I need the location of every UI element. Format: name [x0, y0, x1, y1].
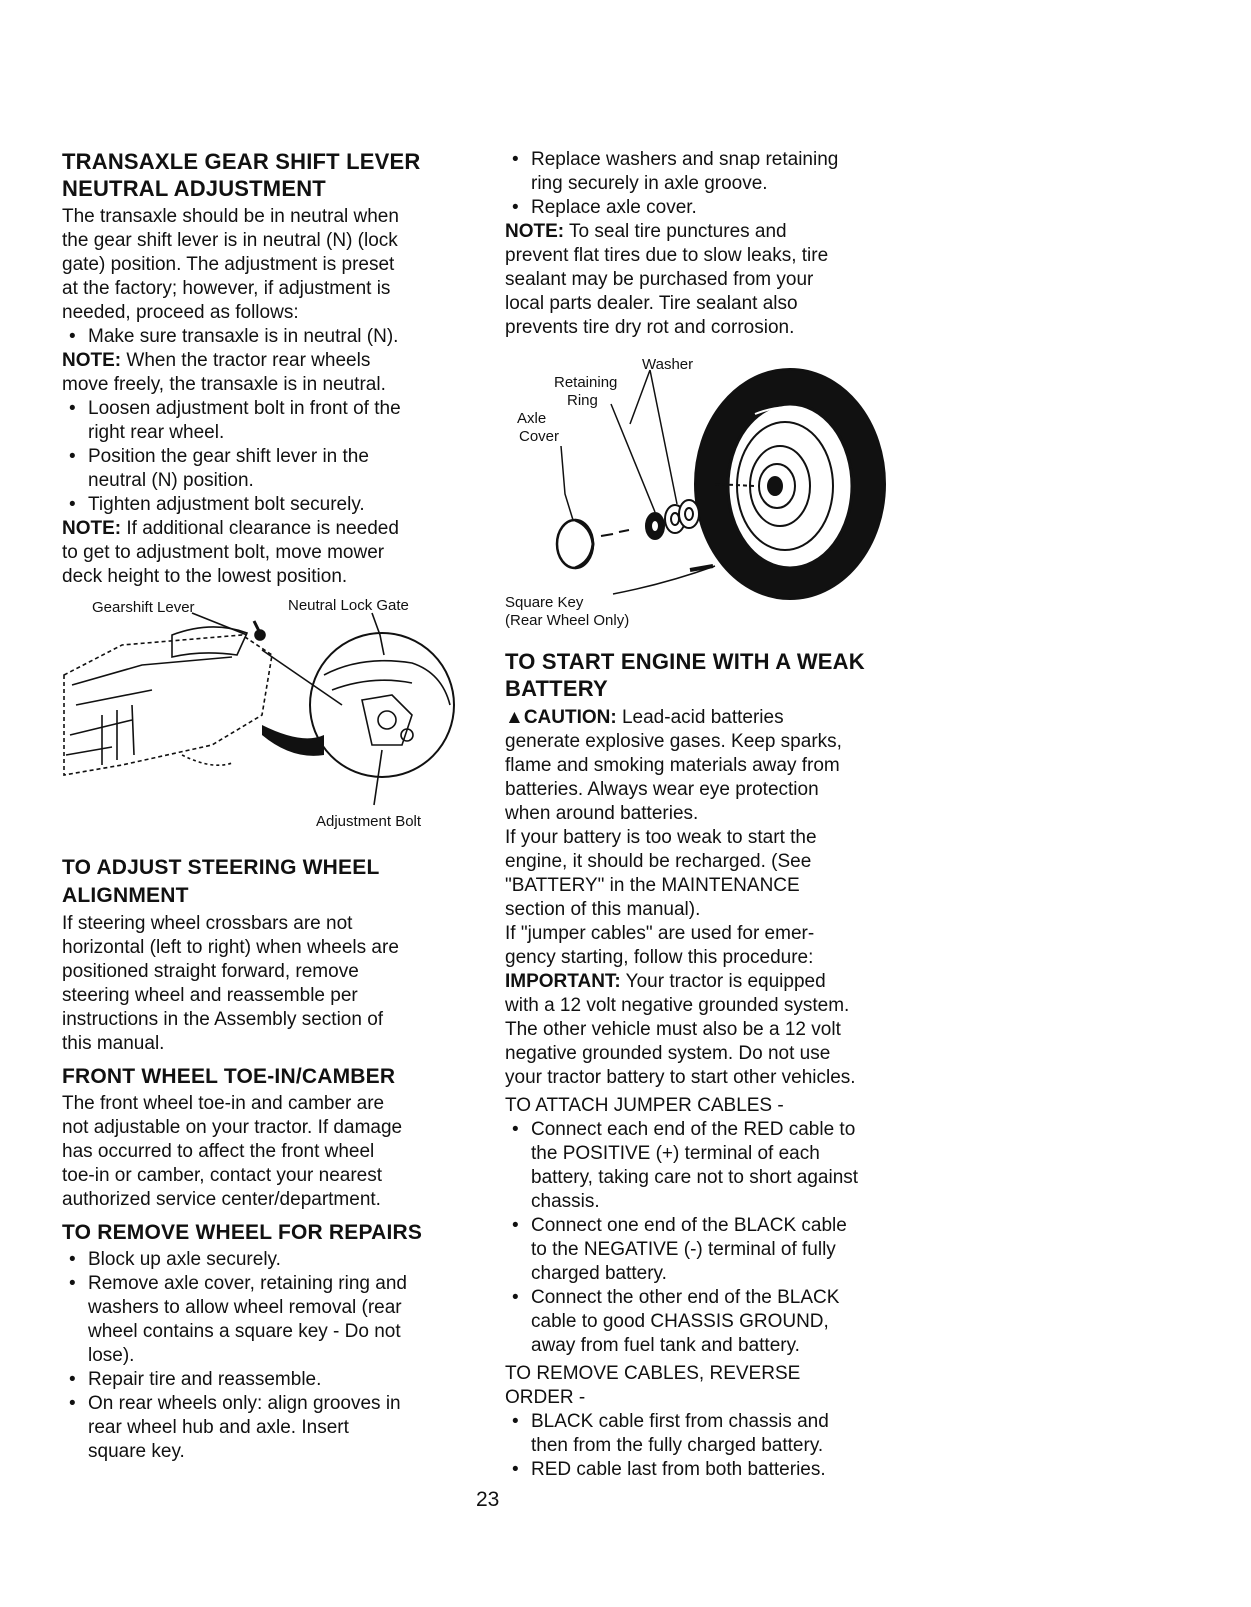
bullet-neutral: • Make sure transaxle is in neutral (N).: [62, 325, 482, 349]
label-gearshift-lever: Gearshift Lever: [92, 599, 195, 616]
left-column: [62, 148, 482, 1464]
caution-line: when around batteries.: [505, 803, 699, 824]
attach-bullet-ground-cont: away from fuel tank and battery.: [531, 1335, 800, 1356]
toe-line: authorized service center/department.: [62, 1189, 381, 1210]
bullet-loosen-cont: right rear wheel.: [88, 422, 225, 443]
steering-line: this manual.: [62, 1033, 165, 1054]
bullet-loosen: • Loosen adjustment bolt in front of the: [62, 397, 482, 421]
caution-label: CAUTION:: [523, 707, 617, 728]
note-text: To seal tire punctures and: [564, 221, 787, 242]
battery-line: "BATTERY" in the MAINTENANCE: [505, 875, 800, 896]
steering-line: instructions in the Assembly section of: [62, 1009, 384, 1030]
caution-line: generate explosive gases. Keep sparks,: [505, 731, 842, 752]
important-label: IMPORTANT:: [505, 971, 621, 992]
transaxle-intro-line: at the factory; however, if adjustment is: [62, 278, 391, 299]
remove-bullet-black: • BLACK cable first from chassis and: [505, 1410, 925, 1434]
note2: [62, 517, 482, 541]
warning-triangle-icon: ▲: [505, 707, 524, 728]
note1-line2: move freely, the transaxle is in neutral.: [62, 374, 386, 395]
remove-cables-heading-cont: ORDER -: [505, 1387, 586, 1408]
important-line: with a 12 volt negative grounded system.: [505, 995, 850, 1016]
remove-cables-heading: TO REMOVE CABLES, REVERSE: [505, 1363, 801, 1384]
steering-line: horizontal (left to right) when wheels are: [62, 937, 399, 958]
note-sealant-line: prevent flat tires due to slow leaks, tire: [505, 245, 829, 266]
label-washer: Washer: [642, 356, 694, 373]
bullet-replace-washers-cont: ring securely in axle groove.: [531, 173, 768, 194]
heading-transaxle-line1: TRANSAXLE GEAR SHIFT LEVER: [62, 149, 421, 174]
remove-bullet-cover: • Remove axle cover, retaining ring and: [62, 1272, 482, 1296]
bullet-tighten: • Tighten adjustment bolt securely.: [62, 493, 482, 517]
remove-bullet-black-cont: then from the fully charged battery.: [531, 1435, 824, 1456]
remove-bullet-cover-cont: wheel contains a square key - Do not: [88, 1321, 401, 1342]
note-sealant-line: sealant may be purchased from your: [505, 269, 814, 290]
attach-bullet-red-cont: battery, taking care not to short against: [531, 1167, 859, 1188]
heading-steering-line2: ALIGNMENT: [62, 884, 189, 907]
note-text: When the tractor rear wheels: [121, 350, 371, 371]
note-text: If additional clearance is needed: [121, 518, 399, 539]
battery-line: gency starting, follow this procedure:: [505, 947, 814, 968]
caution-text: Lead-acid batteries: [616, 707, 784, 728]
remove-bullet-rear: • On rear wheels only: align grooves in: [62, 1392, 482, 1416]
heading-steering-line1: TO ADJUST STEERING WHEEL: [62, 856, 380, 879]
caution-line: flame and smoking materials away from: [505, 755, 840, 776]
heading-toe-camber: FRONT WHEEL TOE-IN/CAMBER: [62, 1065, 396, 1088]
attach-bullet-red-cont: chassis.: [531, 1191, 600, 1212]
page-number: 23: [476, 1488, 500, 1511]
remove-bullet-red: • RED cable last from both batteries.: [505, 1458, 925, 1482]
remove-bullet-cover-cont: lose).: [88, 1345, 135, 1366]
toe-line: toe-in or camber, contact your nearest: [62, 1165, 382, 1186]
remove-bullet-cover-cont: washers to allow wheel removal (rear: [88, 1297, 402, 1318]
note2-line2: to get to adjustment bolt, move mower: [62, 542, 385, 563]
attach-bullet-ground-cont: cable to good CHASSIS GROUND,: [531, 1311, 829, 1332]
important: [505, 970, 925, 994]
wheel-figure: [505, 354, 925, 636]
heading-start-engine-line1: TO START ENGINE WITH A WEAK: [505, 649, 865, 674]
attach-bullet-ground: • Connect the other end of the BLACK: [505, 1286, 925, 1310]
label-square-key: Square Key: [505, 594, 584, 611]
label-neutral-lock-gate: Neutral Lock Gate: [288, 597, 409, 614]
toe-line: The front wheel toe-in and camber are: [62, 1093, 385, 1114]
gearshift-figure: [62, 595, 482, 845]
battery-line: If your battery is too weak to start the: [505, 827, 817, 848]
note-label: NOTE:: [62, 518, 122, 539]
note-label: NOTE:: [505, 221, 565, 242]
bullet-replace-washers: • Replace washers and snap retaining: [505, 148, 925, 172]
note-sealant: [505, 220, 925, 244]
label-axle: Axle: [517, 410, 547, 427]
heading-remove-wheel: TO REMOVE WHEEL FOR REPAIRS: [62, 1221, 423, 1244]
note-sealant-line: prevents tire dry rot and corrosion.: [505, 317, 795, 338]
attach-bullet-black-cont: charged battery.: [531, 1263, 667, 1284]
important-line: negative grounded system. Do not use: [505, 1043, 831, 1064]
toe-line: has occurred to affect the front wheel: [62, 1141, 375, 1162]
steering-line: steering wheel and reassemble per: [62, 985, 358, 1006]
heading-transaxle-line2: NEUTRAL ADJUSTMENT: [62, 176, 326, 201]
attach-bullet-red: • Connect each end of the RED cable to: [505, 1118, 925, 1142]
battery-line: engine, it should be recharged. (See: [505, 851, 812, 872]
attach-heading: TO ATTACH JUMPER CABLES -: [505, 1095, 784, 1116]
label-adjustment-bolt: Adjustment Bolt: [316, 813, 422, 830]
remove-bullet-rear-cont: rear wheel hub and axle. Insert: [88, 1417, 349, 1438]
steering-line: If steering wheel crossbars are not: [62, 913, 353, 934]
remove-bullet-repair: • Repair tire and reassemble.: [62, 1368, 482, 1392]
gearshift-illustration: [62, 595, 482, 845]
right-column: [505, 148, 925, 1482]
battery-line: section of this manual).: [505, 899, 701, 920]
remove-bullet-block: • Block up axle securely.: [62, 1248, 482, 1272]
attach-bullet-black-cont: to the NEGATIVE (-) terminal of fully: [531, 1239, 836, 1260]
remove-bullet-rear-cont: square key.: [88, 1441, 185, 1462]
transaxle-intro-line: the gear shift lever is in neutral (N) (lock: [62, 230, 398, 251]
steering-line: positioned straight forward, remove: [62, 961, 359, 982]
transaxle-intro-line: gate) position. The adjustment is preset: [62, 254, 395, 275]
label-cover: Cover: [519, 428, 560, 445]
note1: [62, 349, 482, 373]
important-line: The other vehicle must also be a 12 volt: [505, 1019, 841, 1040]
heading-start-engine-line2: BATTERY: [505, 676, 608, 701]
label-rear-wheel-only: (Rear Wheel Only): [505, 612, 630, 629]
transaxle-intro-line: The transaxle should be in neutral when: [62, 206, 399, 227]
label-retaining: Retaining: [554, 374, 618, 391]
attach-bullet-black: • Connect one end of the BLACK cable: [505, 1214, 925, 1238]
important-text: Your tractor is equipped: [620, 971, 826, 992]
caution: [505, 706, 925, 730]
bullet-position: • Position the gear shift lever in the: [62, 445, 482, 469]
caution-line: batteries. Always wear eye protection: [505, 779, 819, 800]
battery-line: If "jumper cables" are used for emer-: [505, 923, 815, 944]
label-ring: Ring: [567, 392, 598, 409]
important-line: your tractor battery to start other vehicles.: [505, 1067, 856, 1088]
note-label: NOTE:: [62, 350, 122, 371]
attach-bullet-red-cont: the POSITIVE (+) terminal of each: [531, 1143, 820, 1164]
note-sealant-line: local parts dealer. Tire sealant also: [505, 293, 798, 314]
bullet-replace-cover: • Replace axle cover.: [505, 196, 925, 220]
transaxle-intro-line: needed, proceed as follows:: [62, 302, 299, 323]
note2-line3: deck height to the lowest position.: [62, 566, 348, 587]
toe-line: not adjustable on your tractor. If damage: [62, 1117, 403, 1138]
bullet-position-cont: neutral (N) position.: [88, 470, 254, 491]
